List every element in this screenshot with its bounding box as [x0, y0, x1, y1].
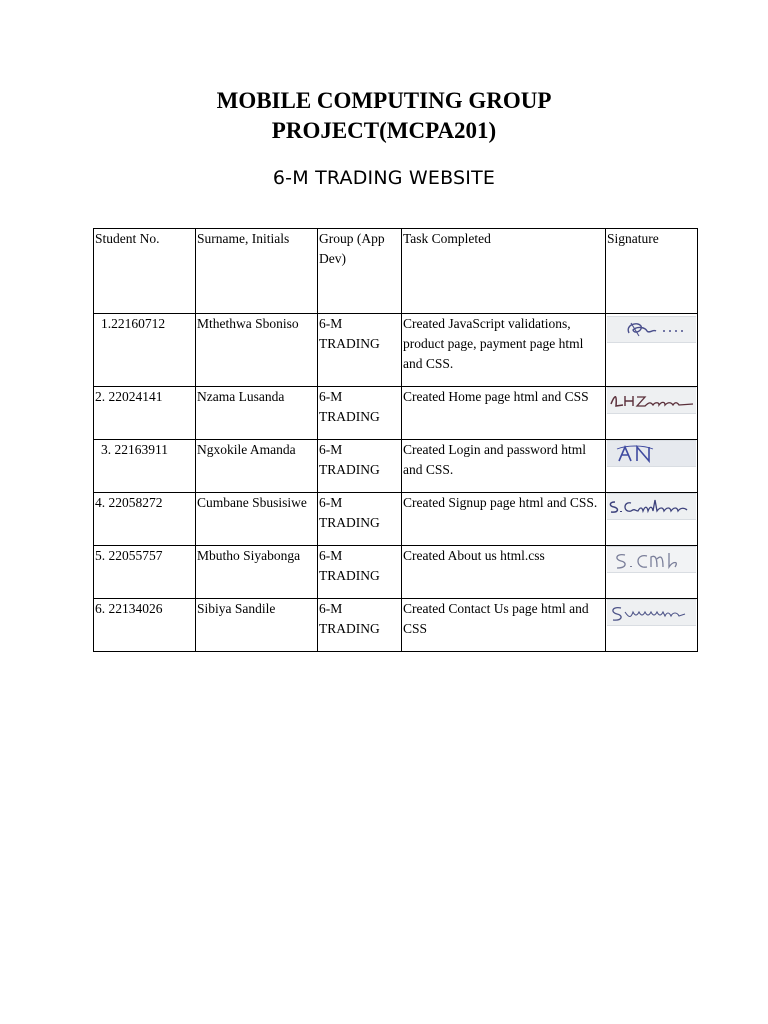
- table-row: [94, 387, 698, 440]
- header-task: Task Completed: [402, 229, 606, 314]
- header-signature: Signature: [606, 229, 698, 314]
- table-row: [94, 314, 698, 387]
- student-task-table: [93, 228, 698, 652]
- surname-cell: Ngxokile Amanda: [196, 440, 318, 493]
- group-cell: 6-M TRADING: [318, 599, 402, 652]
- task-cell: Created Login and password html and CSS.: [402, 440, 606, 493]
- table-header-row: [94, 229, 698, 314]
- title-line-1: MOBILE COMPUTING GROUP: [216, 88, 552, 113]
- group-cell: 6-M TRADING: [318, 440, 402, 493]
- title-line-2: PROJECT(MCPA201): [271, 118, 497, 143]
- group-cell: 6-M TRADING: [318, 493, 402, 546]
- signature-cell: [606, 493, 698, 546]
- student-number-cell: 2. 22024141: [94, 387, 196, 440]
- signature-image: [607, 387, 696, 414]
- task-cell: Created Home page html and CSS: [402, 387, 606, 440]
- signature-image: [607, 440, 696, 467]
- document-subtitle: 6-M TRADING WEBSITE: [272, 167, 496, 189]
- table-row: [94, 599, 698, 652]
- group-cell: 6-M TRADING: [318, 387, 402, 440]
- group-cell: 6-M TRADING: [318, 546, 402, 599]
- student-number-cell: 1.22160712: [94, 314, 196, 387]
- task-cell: Created About us html.css: [402, 546, 606, 599]
- task-cell: Created Contact Us page html and CSS: [402, 599, 606, 652]
- task-cell: Created JavaScript validations, product page, payment page html and CSS.: [402, 314, 606, 387]
- surname-cell: Nzama Lusanda: [196, 387, 318, 440]
- task-cell: Created Signup page html and CSS.: [402, 493, 606, 546]
- table-row: [94, 546, 698, 599]
- header-surname: Surname, Initials: [196, 229, 318, 314]
- signature-cell: [606, 387, 698, 440]
- signature-cell: [606, 546, 698, 599]
- signature-cell: [606, 440, 698, 493]
- surname-cell: Cumbane Sbusisiwe: [196, 493, 318, 546]
- student-number-cell: 5. 22055757: [94, 546, 196, 599]
- group-cell: 6-M TRADING: [318, 314, 402, 387]
- surname-cell: Mbutho Siyabonga: [196, 546, 318, 599]
- table-row: [94, 493, 698, 546]
- signature-cell: [606, 599, 698, 652]
- table-row: [94, 440, 698, 493]
- student-number-cell: 3. 22163911: [94, 440, 196, 493]
- signature-image: [607, 316, 696, 343]
- student-number-cell: 6. 22134026: [94, 599, 196, 652]
- signature-cell: [606, 314, 698, 387]
- signature-image: [607, 599, 696, 626]
- signature-image: [607, 493, 696, 520]
- header-group: Group (App Dev): [318, 229, 402, 314]
- surname-cell: Mthethwa Sboniso: [196, 314, 318, 387]
- student-number-cell: 4. 22058272: [94, 493, 196, 546]
- document-title: [0, 86, 768, 146]
- header-student-no: Student No.: [94, 229, 196, 314]
- surname-cell: Sibiya Sandile: [196, 599, 318, 652]
- signature-image: [607, 546, 696, 573]
